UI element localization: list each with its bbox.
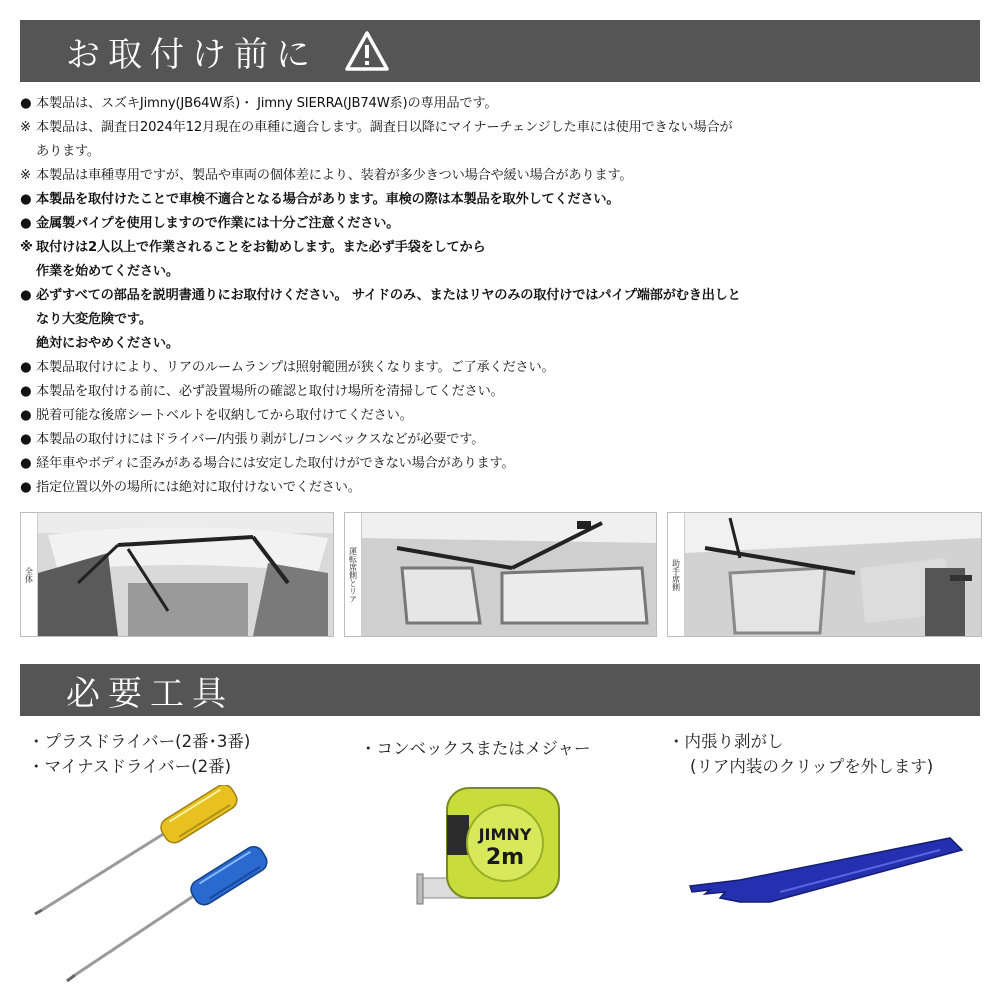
- note-text: 金属製パイプを使用しますので作業には十分ご注意ください。: [36, 216, 400, 231]
- note-bullet: ※: [20, 240, 33, 255]
- note-bullet: [20, 332, 36, 356]
- photo-caption: 全体: [21, 513, 38, 636]
- note-text: 脱着可能な後席シートベルトを収納してから取付けてください。: [36, 408, 413, 423]
- note-text: 本製品を取付けたことで車検不適合となる場合があります。車検の際は本製品を取外してください。: [36, 192, 620, 207]
- caution-note: [20, 92, 985, 116]
- section-title: 必要工具: [66, 673, 234, 714]
- note-bullet: [20, 260, 36, 284]
- caution-note: [20, 116, 985, 140]
- note-bullet: [20, 140, 36, 164]
- install-photo-driver-side-rear: [344, 512, 657, 637]
- caution-note: [20, 452, 985, 476]
- tape-length-label: 2m: [485, 845, 525, 870]
- note-bullet: ●: [20, 216, 32, 231]
- tool-label-phillips-screwdriver: ・プラスドライバー(2番･3番): [28, 732, 251, 751]
- caution-note: [20, 260, 985, 284]
- note-bullet: ●: [20, 96, 32, 111]
- tool-label-trim-remover-note: (リア内装のクリップを外します): [690, 757, 934, 776]
- caution-note: [20, 164, 985, 188]
- note-text: 必ずすべての部品を説明書通りにお取付けください。 サイドのみ、またはリヤのみの取付けではパイプ端部がむき出しと: [36, 288, 741, 303]
- note-text: 絶対におやめください。: [36, 336, 179, 351]
- caution-note: [20, 284, 985, 308]
- photo-caption: 運転席側とリア: [345, 513, 362, 636]
- note-bullet: ●: [20, 192, 32, 207]
- section-banner-required-tools: [20, 664, 980, 716]
- caution-note: [20, 188, 985, 212]
- note-text: なり大変危険です。: [36, 312, 152, 327]
- note-bullet: ●: [20, 384, 32, 399]
- car-interior-photo-illustration: [38, 513, 333, 636]
- note-bullet: ●: [20, 408, 32, 423]
- caution-note: [20, 356, 985, 380]
- note-text: 本製品の取付けにはドライバー/内張り剥がし/コンベックスなどが必要です。: [36, 432, 485, 447]
- note-text: 経年車やボディに歪みがある場合には安定した取付けができない場合があります。: [36, 456, 515, 471]
- tool-label-trim-remover: ・内張り剥がし: [668, 732, 784, 751]
- note-text: 指定位置以外の場所には絶対に取付けないでください。: [36, 480, 361, 495]
- caution-note: [20, 308, 985, 332]
- tool-label-tape-measure: ・コンベックスまたはメジャー: [360, 739, 591, 758]
- car-interior-photo-illustration: [362, 513, 656, 636]
- caution-note: [20, 236, 985, 260]
- caution-note: [20, 140, 985, 164]
- install-photo-passenger-side: [667, 512, 982, 637]
- tool-label-flathead-screwdriver: ・マイナスドライバー(2番): [28, 757, 232, 776]
- note-text: あります。: [36, 144, 100, 159]
- trim-remover-illustration: [680, 820, 970, 920]
- section-title: お取付け前に: [66, 34, 318, 75]
- note-text: 取付けは2人以上で作業されることをお勧めします。また必ず手袋をしてから: [36, 240, 486, 255]
- note-bullet: ●: [20, 432, 32, 447]
- note-bullet: ●: [20, 288, 32, 303]
- warning-triangle-icon: [344, 30, 390, 72]
- note-text: 本製品取付けにより、リアのルームランプは照射範囲が狭くなります。ご了承ください。: [36, 360, 555, 375]
- note-text: 本製品は、スズキJimny(JB64W系)・ Jimny SIERRA(JB74W系)の専用品です。: [36, 96, 498, 111]
- note-bullet: ※: [20, 168, 31, 183]
- caution-note: [20, 476, 985, 500]
- note-bullet: ※: [20, 120, 31, 135]
- caution-note: [20, 332, 985, 356]
- screwdrivers-illustration: [30, 785, 290, 990]
- photo-caption: 助手席側: [668, 513, 685, 636]
- install-photo-overall: [20, 512, 334, 637]
- note-text: 本製品は、調査日2024年12月現在の車種に適合します。調査日以降にマイナーチェンジした車には使用できない場合が: [36, 120, 733, 135]
- car-interior-photo-illustration: [685, 513, 981, 636]
- caution-note: [20, 404, 985, 428]
- caution-note: [20, 380, 985, 404]
- note-text: 本製品は車種専用ですが、製品や車両の個体差により、装着が多少きつい場合や緩い場合があります。: [36, 168, 633, 183]
- note-bullet: ●: [20, 456, 32, 471]
- caution-note: [20, 428, 985, 452]
- note-bullet: ●: [20, 360, 32, 375]
- tape-measure-illustration: [405, 770, 575, 920]
- tape-brand-label: JIMNY: [478, 825, 532, 844]
- note-bullet: [20, 308, 36, 332]
- caution-note: [20, 212, 985, 236]
- caution-notes-list: [20, 92, 985, 500]
- note-bullet: ●: [20, 480, 32, 495]
- note-text: 本製品を取付ける前に、必ず設置場所の確認と取付け場所を清掃してください。: [36, 384, 504, 399]
- section-banner-before-install: [20, 20, 980, 82]
- note-text: 作業を始めてください。: [36, 264, 179, 279]
